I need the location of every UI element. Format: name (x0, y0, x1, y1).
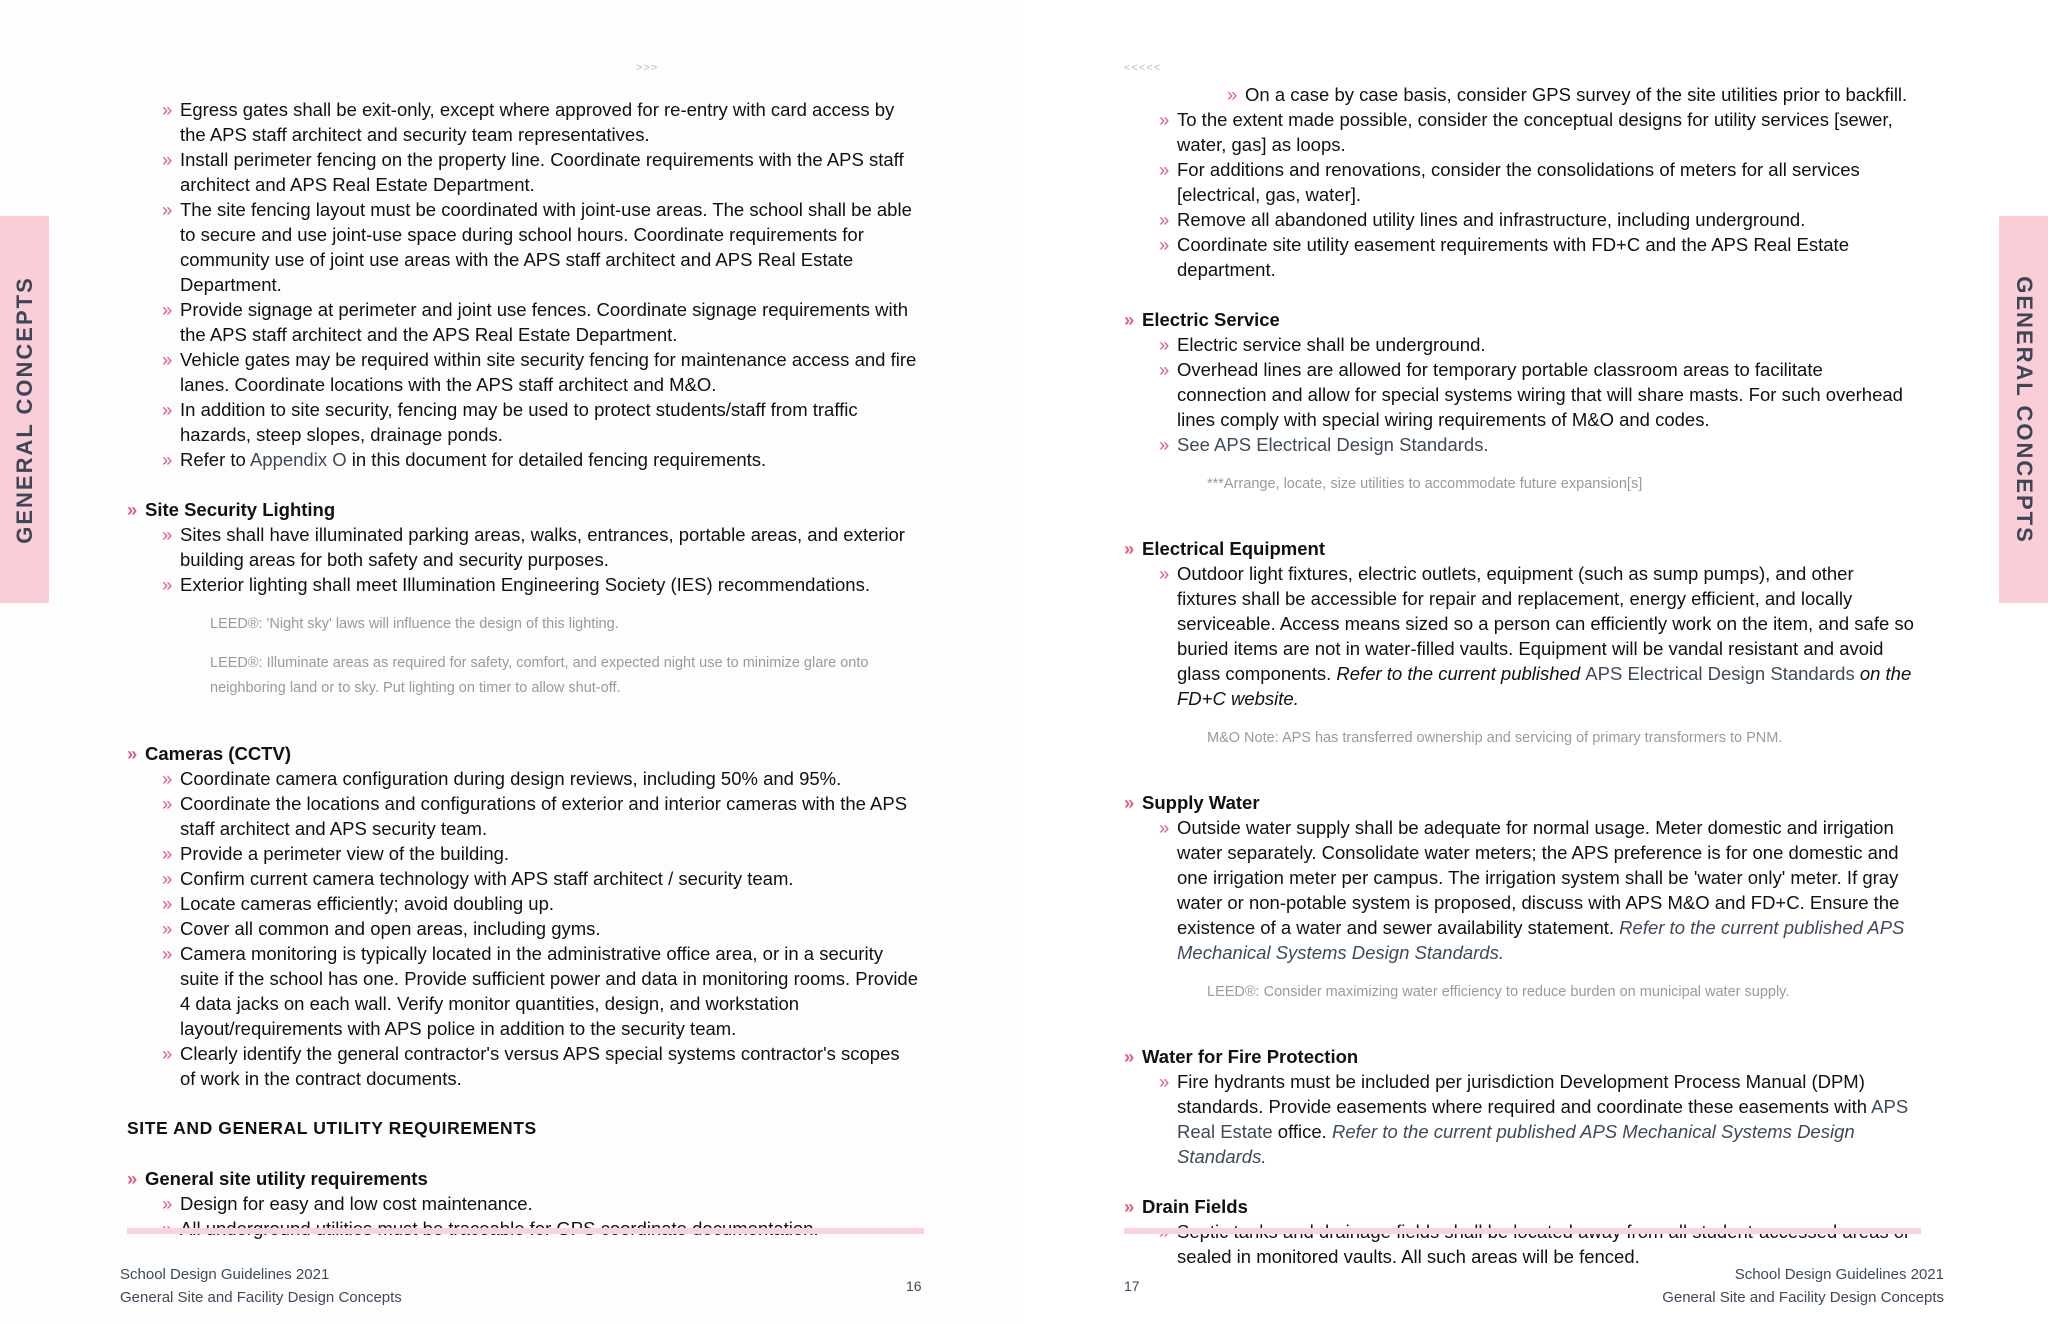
list-item: » Cover all common and open areas, including gyms. (162, 916, 918, 941)
right-content (1124, 82, 1924, 1269)
list-item (162, 447, 918, 472)
list-item: » Install perimeter fencing on the property line. Coordinate requirements with the APS staff architect and APS Real Estate Department. (162, 147, 918, 197)
list-item: » Coordinate site utility easement requirements with FD+C and the APS Real Estate department. (1159, 232, 1915, 282)
list-item: » For additions and renovations, consider the consolidations of meters for all services [electrical, gas, water]. (1159, 157, 1915, 207)
page-number: 16 (906, 1278, 922, 1294)
list-item: » The site fencing layout must be coordinated with joint-use areas. The school shall be able to secure and use joint-use space during school hours. Coordinate requirements for community use of joint use areas with the APS staff architect and APS Real Estate Department. (162, 197, 918, 297)
list-item: » Provide a perimeter view of the building. (162, 841, 918, 866)
list-item: » Confirm current camera technology with APS staff architect / security team. (162, 866, 918, 891)
drain-heading: » Drain Fields (1124, 1194, 1924, 1219)
utility-note: ***Arrange, locate, size utilities to accommodate future expansion[s] (1207, 475, 1643, 492)
list-item (1159, 1069, 1915, 1169)
cameras-heading: » Cameras (CCTV) (127, 741, 927, 766)
footer-line-1: School Design Guidelines 2021 (120, 1266, 330, 1283)
fire-heading: » Water for Fire Protection (1124, 1044, 1924, 1069)
list-item: » Provide signage at perimeter and joint use fences. Coordinate signage requirements with the APS staff architect and the APS Real Estate Department. (162, 297, 918, 347)
list-item: » To the extent made possible, consider the conceptual designs for utility services [sewer, water, gas] as loops. (1159, 107, 1915, 157)
page-number: 17 (1124, 1278, 1140, 1294)
equipment-ref-prefix: Refer to the current published (1336, 663, 1586, 684)
electrical-standards-link[interactable]: » See APS Electrical Design Standards. (1159, 432, 1915, 457)
list-item: » Coordinate the locations and configurations of exterior and interior cameras with the APS staff architect and APS security team. (162, 791, 918, 841)
list-item: » sealed in monitored vaults. All such areas will be fenced. (1159, 1219, 1915, 1269)
list-item: » Exterior lighting shall meet Illumination Engineering Society (IES) recommendations. (162, 572, 918, 597)
footer-line-2: General Site and Facility Design Concepts (1662, 1289, 1944, 1306)
page-nav-marker: >>> (636, 62, 659, 74)
side-tab-left (0, 216, 49, 603)
list-item: » Egress gates shall be exit-only, except where approved for re-entry with card access by the APS staff architect and security team representatives. (162, 97, 918, 147)
footer-line-2: General Site and Facility Design Concepts (120, 1289, 402, 1306)
list-item: » On a case by case basis, consider GPS survey of the site utilities prior to backfill. (1227, 82, 1924, 107)
fire-text-2: office. (1272, 1121, 1332, 1142)
list-item: » Camera monitoring is typically located in the administrative office area, or in a security suite if the school has one. Provide sufficient power and data in monitoring rooms. Provide 4 data jacks on each wall. Verify monitor quantities, design, and workstation layout/requirements with APS police in addition to the security team. (162, 941, 918, 1041)
list-item: » Coordinate camera configuration during design reviews, including 50% and 95%. (162, 766, 918, 791)
side-tab-right (1999, 216, 2048, 603)
list-item (1159, 561, 1915, 711)
list-item: » Sites shall have illuminated parking areas, walks, entrances, portable areas, and exterior building areas for both safety and security purposes. (162, 522, 918, 572)
list-item: » Remove all abandoned utility lines and infrastructure, including underground. (1159, 207, 1915, 232)
appendix-suffix: in this document for detailed fencing requirements. (346, 449, 767, 470)
utility-heading: » General site utility requirements (127, 1166, 927, 1191)
equipment-ref-suffix: on the FD+C website. (1177, 663, 1912, 709)
electric-heading: » Electric Service (1124, 307, 1924, 332)
list-item (1159, 815, 1915, 965)
list-item: » Vehicle gates may be required within site security fencing for maintenance access and fire lanes. Coordinate locations with the APS staff architect and M&O. (162, 347, 918, 397)
list-item: » Electric service shall be underground. (1159, 332, 1915, 357)
list-item: » Locate cameras efficiently; avoid doubling up. (162, 891, 918, 916)
equipment-heading: » Electrical Equipment (1124, 536, 1924, 561)
equipment-text: Outdoor light fixtures, electric outlets, equipment (such as sump pumps), and other fixtures shall be accessible for repair and replacement, energy efficient, and locally serviceable. Access means sized so a person can efficiently work on the item, and safe so buried items are not in water-filled vaults. Equipment will be vandal resistant and avoid glass components. (1177, 563, 1914, 684)
section-title: SITE AND GENERAL UTILITY REQUIREMENTS (127, 1117, 537, 1138)
water-heading: » Supply Water (1124, 790, 1924, 815)
left-content (127, 97, 927, 1241)
list-item: » Design for easy and low cost maintenance. (162, 1191, 918, 1216)
fire-ref: Refer to the current published APS Mechanical Systems Design Standards. (1177, 1121, 1855, 1167)
right-page (1024, 0, 2048, 1325)
fire-text: Fire hydrants must be included per jurisdiction Development Process Manual (DPM) standards. Provide easements where required and coordinate these easements with (1177, 1071, 1872, 1117)
appendix-o-link[interactable]: Appendix O (249, 449, 347, 470)
list-item: » In addition to site security, fencing may be used to protect students/staff from traffic hazards, steep slopes, drainage ponds. (162, 397, 918, 447)
footer-rule (1124, 1228, 1921, 1234)
side-tab-label: GENERAL CONCEPTS (2011, 275, 2037, 544)
leed-note: LEED®: Illuminate areas as required for safety, comfort, and expected night use to minimize glare onto neighboring land or to sky. Put lighting on timer to allow shut-off. (210, 655, 869, 696)
appendix-prefix: Refer to (180, 449, 250, 470)
electrical-standards-ref-link[interactable]: APS Electrical Design Standards (1585, 663, 1855, 684)
list-item: » Clearly identify the general contractor's versus APS special systems contractor's scopes of work in the contract documents. (162, 1041, 918, 1091)
page-nav-marker: <<<<< (1124, 62, 1162, 74)
footer-title (1662, 1263, 1944, 1309)
list-item: » Overhead lines are allowed for temporary portable classroom areas to facilitate connection and allow for special systems wiring that will share masts. For such overhead lines comply with special wiring requirements of M&O and codes. (1159, 357, 1915, 432)
leed-note: LEED®: Consider maximizing water efficiency to reduce burden on municipal water supply. (1207, 983, 1790, 1000)
leed-note: LEED®: 'Night sky' laws will influence the design of this lighting. (210, 615, 619, 632)
mo-note: M&O Note: APS has transferred ownership and servicing of primary transformers to PNM. (1207, 729, 1783, 746)
water-ref: Refer to the current published APS Mechanical Systems Design Standards. (1177, 917, 1905, 963)
footer-rule (127, 1228, 924, 1234)
side-tab-label: GENERAL CONCEPTS (11, 275, 37, 544)
lighting-heading: » Site Security Lighting (127, 497, 927, 522)
footer-line-1: School Design Guidelines 2021 (1734, 1266, 1944, 1283)
water-text: Outside water supply shall be adequate for normal usage. Meter domestic and irrigation water separately. Consolidate water meters; the APS preference is for one domestic and one irrigation meter per campus. The irrigation system shall be 'water only' meter. If gray water or non-potable system is proposed, discuss with APS M&O and FD+C. Ensure the existence of a water and sewer availability statement. (1177, 817, 1900, 938)
footer-title (120, 1263, 402, 1309)
real-estate-link[interactable]: APS Real Estate (1177, 1096, 1909, 1142)
